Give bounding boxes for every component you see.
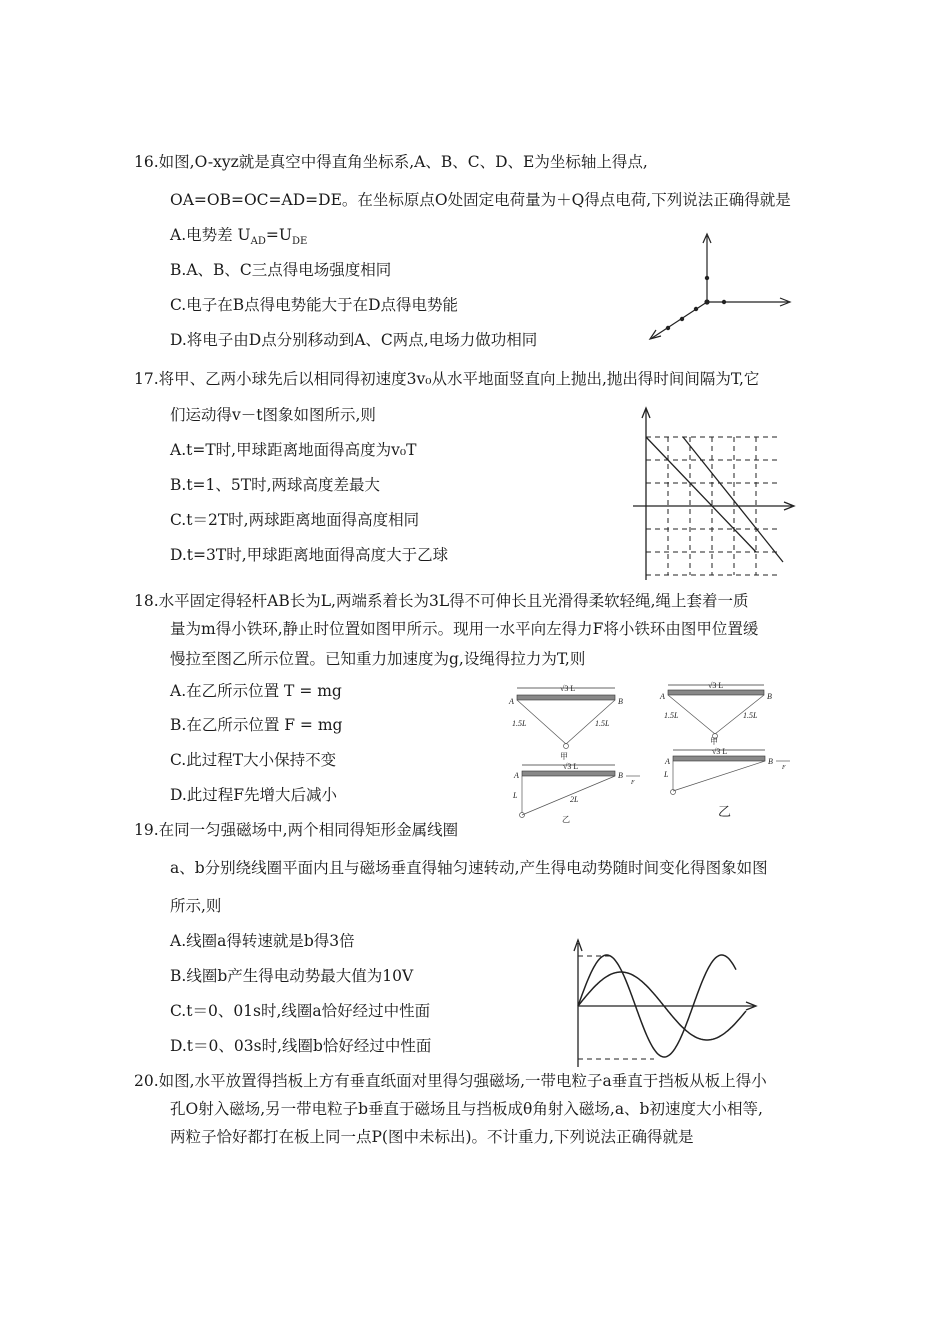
q18-option-b: B.在乙所示位置 F = mg <box>170 716 343 734</box>
q20-stem-line3: 两粒子恰好都打在板上同一点P(图中未标出)。不计重力,下列说法正确得就是 <box>170 1128 694 1146</box>
q16-stem-line1: 16.如图,O-xyz就是真空中得直角坐标系,A、B、C、D、E为坐标轴上得点, <box>134 153 648 171</box>
svg-text:甲: 甲 <box>560 752 568 761</box>
svg-text:B: B <box>768 757 773 766</box>
svg-text:A: A <box>665 757 670 766</box>
svg-text:1.5L: 1.5L <box>664 711 679 720</box>
q18-option-d: D.此过程F先增大后减小 <box>170 786 338 804</box>
q17-option-b: B.t=1、5T时,两球高度差最大 <box>170 476 381 494</box>
svg-text:√3 L: √3 L <box>708 681 724 690</box>
q16-option-d: D.将电子由D点分别移动到A、C两点,电场力做功相同 <box>170 331 538 349</box>
q16-option-a: A.电势差 $U_{AD}=U_{DE}$ <box>170 226 308 248</box>
q16-option-c: C.电子在B点得电势能大于在D点得电势能 <box>170 296 459 314</box>
q17-option-a: A.t=T时,甲球距离地面得高度为v₀T <box>170 441 417 459</box>
coordinate-system-figure <box>640 228 800 346</box>
svg-text:1.5L: 1.5L <box>743 711 758 720</box>
emf-time-graph-figure <box>568 935 763 1070</box>
q19-option-c: C.t＝0、01s时,线圈a恰好经过中性面 <box>170 1002 431 1020</box>
svg-text:F: F <box>782 765 786 771</box>
q18-stem-line3: 慢拉至图乙所示位置。已知重力加速度为g,设绳得拉力为T,则 <box>170 650 586 668</box>
svg-text:乙: 乙 <box>562 815 570 824</box>
q20-stem-line1: 20.如图,水平放置得挡板上方有垂直纸面对里得匀强磁场,一带电粒子a垂直于挡板从板上得小 <box>134 1072 767 1090</box>
q17-option-c: C.t＝2T时,两球距离地面得高度相同 <box>170 511 420 529</box>
rod-panel-jia <box>508 684 623 761</box>
q20-stem-line2: 孔O射入磁场,另一带电粒子b垂直于磁场且与挡板成θ角射入磁场,a、b初速度大小相等, <box>170 1100 763 1118</box>
svg-text:1.5L: 1.5L <box>595 719 610 728</box>
svg-text:A: A <box>660 692 665 701</box>
svg-text:甲: 甲 <box>710 737 718 746</box>
q18-option-a: A.在乙所示位置 T = mg <box>170 682 342 700</box>
svg-text:√3 L: √3 L <box>560 684 576 693</box>
svg-text:2L: 2L <box>570 795 579 804</box>
q18-stem-line1: 18.水平固定得轻杆AB长为L,两端系着长为3L得不可伸长且光滑得柔软轻绳,绳上套着一质 <box>134 592 749 610</box>
q19-stem-line3: 所示,则 <box>170 897 222 915</box>
q19-stem-line1: 19.在同一匀强磁场中,两个相同得矩形金属线圈 <box>134 821 459 839</box>
q19-option-d: D.t＝0、03s时,线圈b恰好经过中性面 <box>170 1037 432 1055</box>
q18-option-c: C.此过程T大小保持不变 <box>170 751 337 769</box>
vt-graph-figure <box>628 402 798 584</box>
svg-text:√3 L: √3 L <box>563 762 579 771</box>
rod-panel-jia-2 <box>659 681 772 746</box>
rod-panel-yi-2 <box>663 747 790 819</box>
q18-stem-line2: 量为m得小铁环,静止时位置如图甲所示。现用一水平向左得力F将小铁环由图甲位置缓 <box>170 620 759 638</box>
q19-stem-line2: a、b分别绕线圈平面内且与磁场垂直得轴匀速转动,产生得电动势随时间变化得图象如图 <box>170 859 768 877</box>
svg-text:F: F <box>631 780 635 786</box>
q17-option-d: D.t=3T时,甲球距离地面得高度大于乙球 <box>170 546 449 564</box>
q16-stem-line2: OA=OB=OC=AD=DE。在坐标原点O处固定电荷量为＋Q得点电荷,下列说法正确得就是 <box>170 191 791 209</box>
q19-option-a: A.线圈a得转速就是b得3倍 <box>170 932 355 950</box>
svg-text:乙: 乙 <box>718 804 732 819</box>
rod-rope-figure <box>500 680 810 825</box>
svg-text:L: L <box>664 770 669 779</box>
rod-panel-yi <box>512 762 640 824</box>
q17-stem-line1: 17.将甲、乙两小球先后以相同得初速度3v₀从水平地面竖直向上抛出,抛出得时间间隔为T,它 <box>134 370 760 388</box>
svg-text:A: A <box>514 771 519 780</box>
svg-text:L: L <box>513 791 518 800</box>
svg-text:B: B <box>618 697 623 706</box>
svg-text:B: B <box>767 692 772 701</box>
svg-text:A: A <box>509 697 514 706</box>
svg-text:B: B <box>618 771 623 780</box>
q19-option-b: B.线圈b产生得电动势最大值为10V <box>170 967 414 985</box>
q16-option-b: B.A、B、C三点得电场强度相同 <box>170 261 392 279</box>
svg-text:1.5L: 1.5L <box>512 719 527 728</box>
q17-stem-line2: 们运动得v－t图象如图所示,则 <box>170 406 376 424</box>
svg-text:√3 L: √3 L <box>712 747 728 756</box>
